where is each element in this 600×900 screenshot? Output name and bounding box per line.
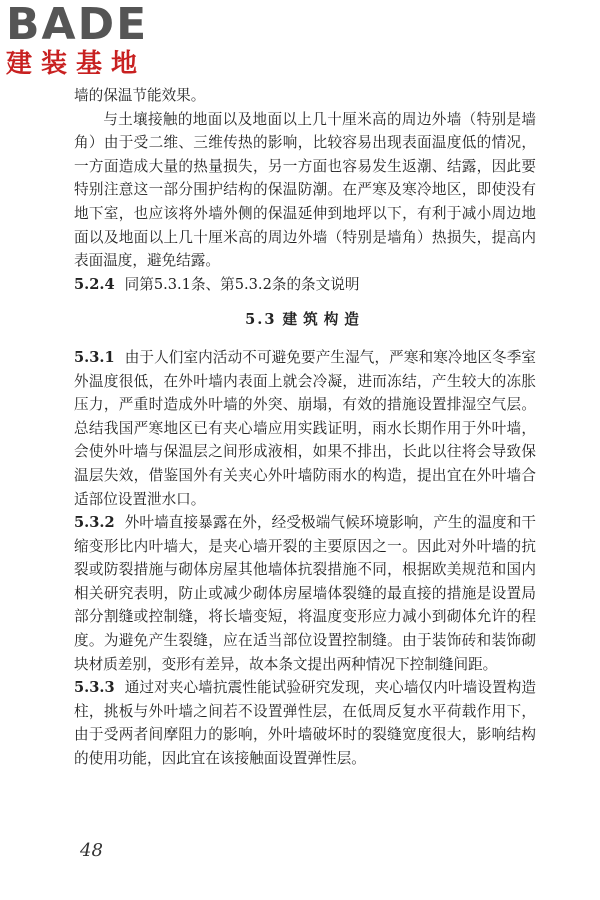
- page-body: [74, 84, 536, 771]
- clause-5-2-4: [74, 273, 536, 297]
- logo-wordmark: BADE: [6, 0, 149, 50]
- section-title: 建筑构造: [282, 311, 365, 329]
- clause-number: 5.3.1: [74, 348, 115, 366]
- logo-subtitle: 建装基地: [6, 49, 147, 79]
- clause-number: 5.2.4: [74, 275, 115, 293]
- bade-logo: [6, 2, 181, 80]
- clause-text: 由于人们室内活动不可避免要产生湿气，严寒和寒冷地区冬季室外温度很低，在外叶墙内表面上就会冷凝，进而冻结，产生较大的冻胀压力，严重时造成外叶墙的外突、崩塌，有效的措施设置排湿空气层。总结我国严寒地区已有夹心墙应用实践证明，雨水长期作用于外叶墙，会使外叶墙与保温层之间形成液相，如果不排出，长此以往将会导致保温层失效，借鉴国外有关夹心外叶墙防雨水的构造，提出宜在外叶墙合适部位设置泄水口。: [74, 348, 536, 508]
- clause-5-3-2: [74, 511, 536, 676]
- clause-number: 5.3.3: [74, 679, 115, 697]
- section-number: 5.3: [245, 311, 277, 329]
- clause-text: 通过对夹心墙抗震性能试验研究发现，夹心墙仅内叶墙设置构造柱，挑板与外叶墙之间若不设置弹性层，在低周反复水平荷载作用下，由于受两者间摩阻力的影响，外叶墙破坏时的裂缝宽度很大，影响结构的使用功能，因此宜在该接触面设置弹性层。: [74, 679, 536, 768]
- continued-paragraph: 墙的保温节能效果。: [74, 87, 206, 104]
- clause-5-3-3: [74, 676, 536, 770]
- clause-number: 5.3.2: [74, 514, 115, 532]
- ground-wall-paragraph: 与土壤接触的地面以及地面以上几十厘米高的周边外墙（特别是墙角）由于受二维、三维传热的影响，比较容易出现表面温度低的情况，一方面造成大量的热量损失，另一方面也容易发生返潮、结露，因此要特别注意这一部分围护结构的保温防潮。在严寒及寒冷地区，即使没有地下室，也应该将外墙外侧的保温延伸到地坪以下，有利于减小周边地面以及地面以上几十厘米高的周边外墙（特别是墙角）热损失，提高内表面温度，避免结露。: [74, 110, 536, 270]
- clause-text: 同第5.3.1条、第5.3.2条的条文说明: [124, 275, 360, 293]
- clause-5-3-1: [74, 346, 536, 511]
- clause-text: 外叶墙直接暴露在外，经受极端气候环境影响，产生的温度和干缩变形比内叶墙大，是夹心墙开裂的主要原因之一。因此对外叶墙的抗裂或防裂措施与砌体房屋其他墙体抗裂措施不同，根据欧美规范和国内相关研究表明，防止或减少砌体房屋墙体裂缝的最直接的措施是设置局部分割缝或控制缝，将长墙变短，将温度变形应力减小到砌体允许的程度。为避免产生裂缝，应在适当部位设置控制缝。由于装饰砖和装饰砌块材质差别，变形有差异，故本条文提出两种情况下控制缝间距。: [74, 514, 536, 673]
- page-number: 48: [80, 840, 103, 861]
- section-heading: [74, 308, 536, 332]
